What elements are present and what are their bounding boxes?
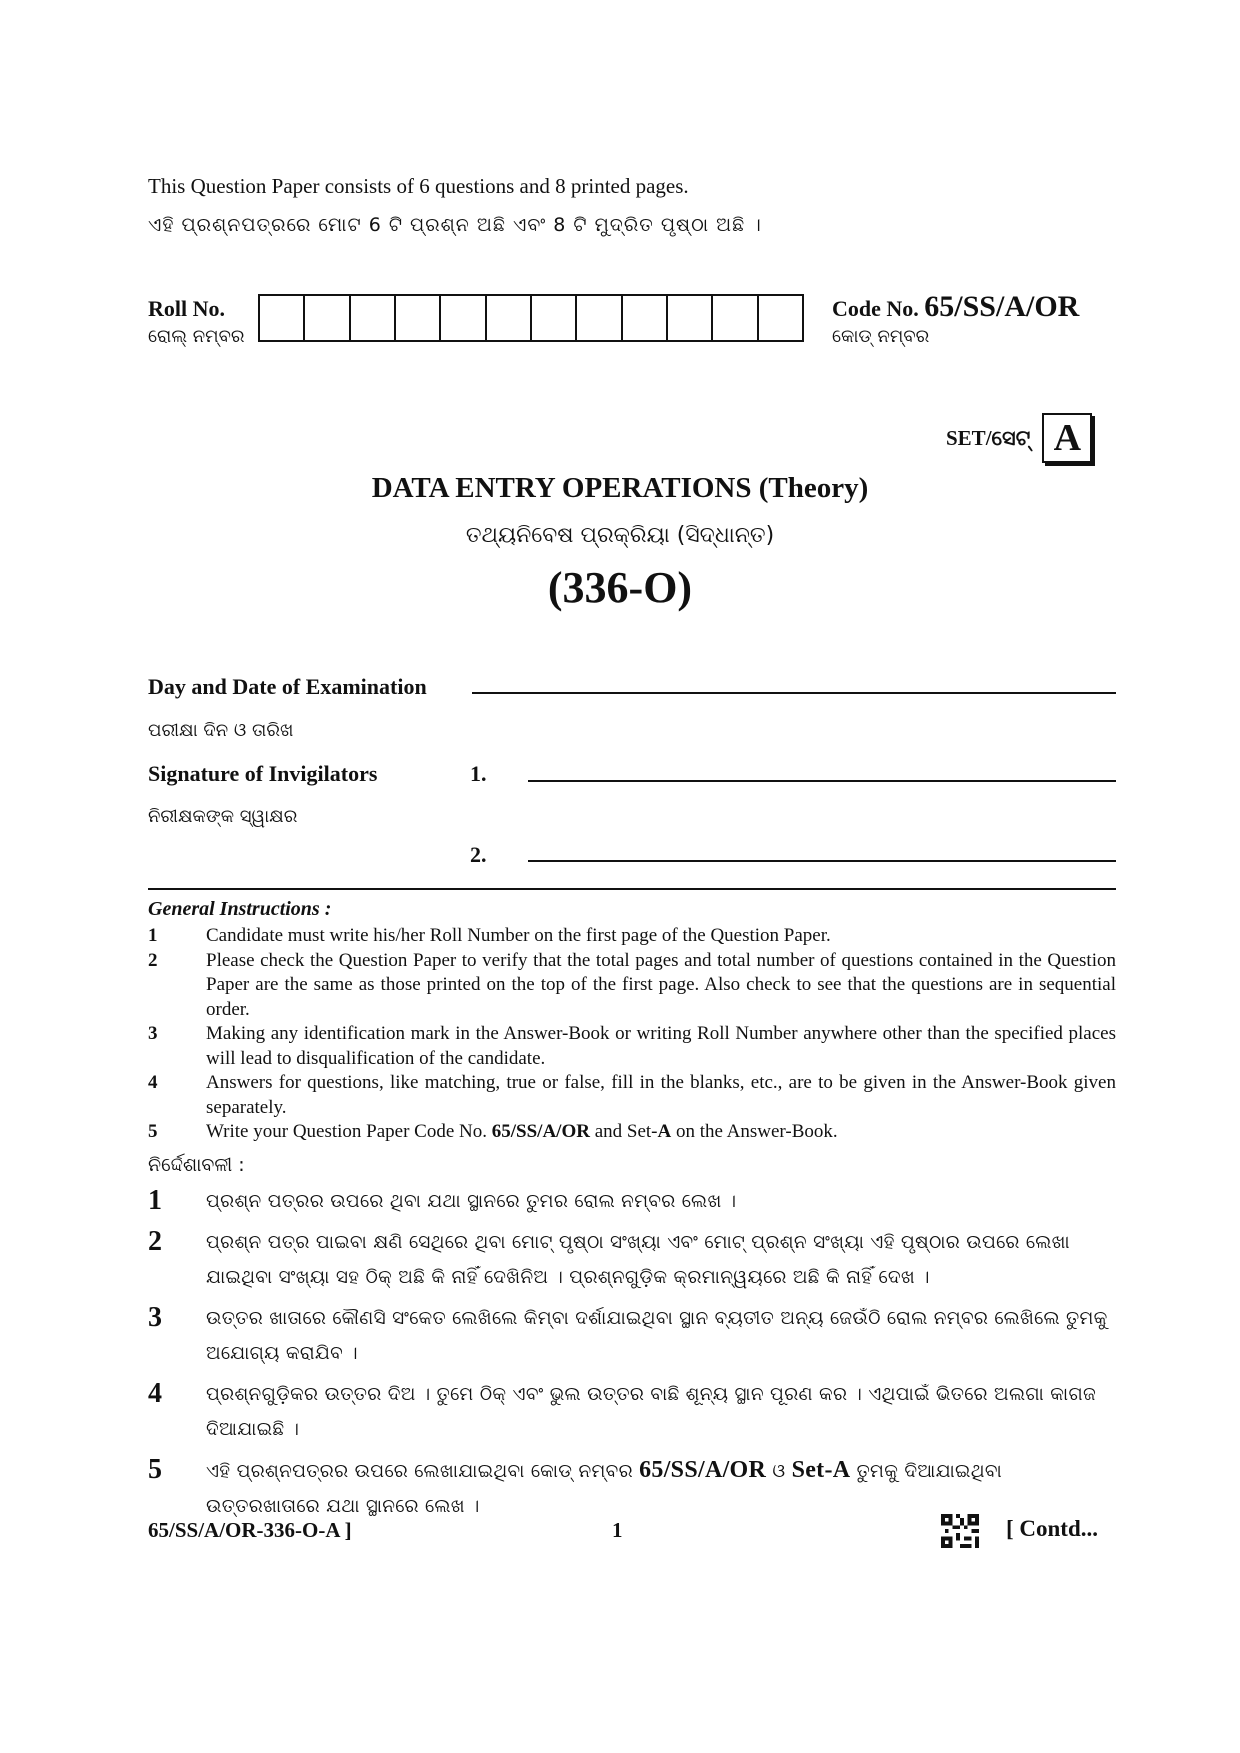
page-number: 1: [612, 1518, 623, 1542]
footer-paper-code: 65/SS/A/OR-336-O-A ]: [148, 1518, 352, 1542]
roll-no-cell[interactable]: [487, 296, 532, 340]
code-no-label-od: କୋଡ୍ ନମ୍ବର: [832, 326, 930, 347]
invigilators-label: Signature of Invigilators: [148, 761, 378, 786]
roll-no-cell[interactable]: [759, 296, 802, 340]
roll-no-cell[interactable]: [577, 296, 622, 340]
instruction-en-1: 1 Candidate must write his/her Roll Number on the first page of the Question Paper.: [148, 925, 831, 946]
set-indicator: [946, 413, 1092, 463]
instruction-od-2: 2 ପ୍ରଶ୍ନ ପତ୍ର ପାଇବା କ୍ଷଣି ସେଥିରେ ଥିବା ମୋଟ୍ ପୃଷ୍ଠା ସଂଖ୍ୟା ଏବଂ ମୋଟ୍ ପ୍ରଶ୍ନ ସଂଖ୍ୟା ଏହି ପୃଷ୍ଠାର ଉପରେ ଲେଖା ଯାଇଥିବା ସଂଖ୍ୟା ସହ ଠିକ୍ ଅଛି କି ନାହିଁ ଦେଖିନିଅ । ପ୍ରଶ୍ନଗୁଡ଼ିକ କ୍ରମାନ୍ୱୟରେ ଅଛି କି ନାହିଁ ଦେଖ ।: [148, 1226, 1070, 1288]
code-no-label: Code No.: [832, 296, 919, 321]
roll-no-cell[interactable]: [305, 296, 350, 340]
roll-no-cell[interactable]: [668, 296, 713, 340]
roll-no-label: Roll No.: [148, 296, 225, 321]
instructions-od-list: [148, 1184, 1116, 1530]
section-divider: [148, 888, 1116, 890]
roll-no-cell[interactable]: [532, 296, 577, 340]
signature-1-number: 1.: [470, 761, 487, 786]
exam-date-line[interactable]: [472, 692, 1116, 694]
instruction-od-1: 1 ପ୍ରଶ୍ନ ପତ୍ରର ଉପରେ ଥିବା ଯଥା ସ୍ଥାନରେ ତୁମର ରୋଲ ନମ୍ବର ଲେଖ ।: [148, 1185, 737, 1216]
instruction-en-2: 2 Please check the Question Paper to verify that the total pages and total number of questions contained in the Question Paper are the same as those printed on the top of the first page. Also check to see that the questions are in sequential order.: [148, 949, 1116, 1020]
roll-no-cell[interactable]: [713, 296, 758, 340]
contd-label: [ Contd...: [1006, 1516, 1099, 1541]
instruction-od-3: 3 ଉତ୍ତର ଖାତାରେ କୌଣସି ସଂକେତ ଲେଖିଲେ କିମ୍ବା ଦର୍ଶାଯାଇଥିବା ସ୍ଥାନ ବ୍ୟତୀତ ଅନ୍ୟ ଜେଉଁଠି ରୋଲ ନମ୍ବର ଲେଖିଲେ ତୁମକୁ ଅଯୋଗ୍ୟ କରାଯିବ ।: [148, 1302, 1108, 1364]
roll-no-cell[interactable]: [260, 296, 305, 340]
instruction-en-5: 5 Write your Question Paper Code No. 65/SS/A/OR and Set-A on the Answer-Book.: [148, 1121, 838, 1142]
general-instructions-title: General Instructions :: [148, 898, 332, 920]
roll-no-cell[interactable]: [623, 296, 668, 340]
signature-2-line[interactable]: [528, 860, 1116, 862]
exam-date-label-od: ପରୀକ୍ଷା ଦିନ ଓ ତାରିଖ: [148, 720, 294, 741]
code-no-value: 65/SS/A/OR: [924, 290, 1080, 323]
paper-title-en: DATA ENTRY OPERATIONS (Theory): [371, 472, 869, 504]
exam-date-label: Day and Date of Examination: [148, 674, 427, 699]
code-no: [832, 290, 1079, 324]
pages-info-od: ଏହି ପ୍ରଶ୍ନପତ୍ରରେ ମୋଟ 6 ଟି ପ୍ରଶ୍ନ ଅଛି ଏବଂ 8 ଟି ମୁଦ୍ରିତ ପୃଷ୍ଠା ଅଛି ।: [148, 214, 762, 236]
roll-no-boxes[interactable]: [258, 294, 804, 342]
paper-code-title: (336-O): [547, 563, 693, 612]
roll-no-label-od: ରୋଲ୍ ନମ୍ବର: [148, 326, 245, 347]
roll-no-cell[interactable]: [441, 296, 486, 340]
paper-title-od: ତଥ୍ୟନିବେଷ ପ୍ରକ୍ରିୟା (ସିଦ୍ଧାନ୍ତ): [465, 523, 775, 548]
qr-code-icon: [940, 1514, 980, 1548]
instruction-en-3: 3 Making any identification mark in the Answer-Book or writing Roll Number anywhere other than the specified places will lead to disqualification of the candidate.: [148, 1023, 1116, 1069]
pages-info-en: This Question Paper consists of 6 questions and 8 printed pages.: [148, 174, 689, 198]
invigilators-label-od: ନିରୀକ୍ଷକଙ୍କ ସ୍ୱାକ୍ଷର: [148, 806, 298, 827]
roll-no-cell[interactable]: [351, 296, 396, 340]
instructions-od-title: ନିର୍ଦ୍ଦେଶାବଳୀ :: [148, 1154, 245, 1176]
general-instructions-list: [148, 924, 1116, 1145]
instruction-en-4: 4 Answers for questions, like matching, true or false, fill in the blanks, etc., are to be given in the Answer-Book given separately.: [148, 1072, 1116, 1118]
set-label: SET/ସେଟ୍: [946, 425, 1031, 450]
instruction-od-4: 4 ପ୍ରଶ୍ନଗୁଡ଼ିକର ଉତ୍ତର ଦିଅ । ତୁମେ ଠିକ୍ ଏବଂ ଭୁଲ ଉତ୍ତର ବାଛି ଶୂନ୍ୟ ସ୍ଥାନ ପୂରଣ କର । ଏଥିପାଇଁ ଭିତରେ ଅଲଗା କାଗଜ ଦିଆଯାଇଛି ।: [148, 1378, 1097, 1440]
signature-2-number: 2.: [470, 842, 487, 867]
set-value-box: A: [1042, 413, 1092, 463]
signature-1-line[interactable]: [528, 780, 1116, 782]
roll-no-cell[interactable]: [396, 296, 441, 340]
instruction-od-5: 5 ଏହି ପ୍ରଶ୍ନପତ୍ରର ଉପରେ ଲେଖାଯାଇଥିବା କୋଡ୍ ନମ୍ବର 65/SS/A/OR ଓ Set-A ତୁମକୁ ଦିଆଯାଇଥିବା ଉତ୍ତରଖାତାରେ ଯଥା ସ୍ଥାନରେ ଲେଖ ।: [148, 1454, 1003, 1517]
